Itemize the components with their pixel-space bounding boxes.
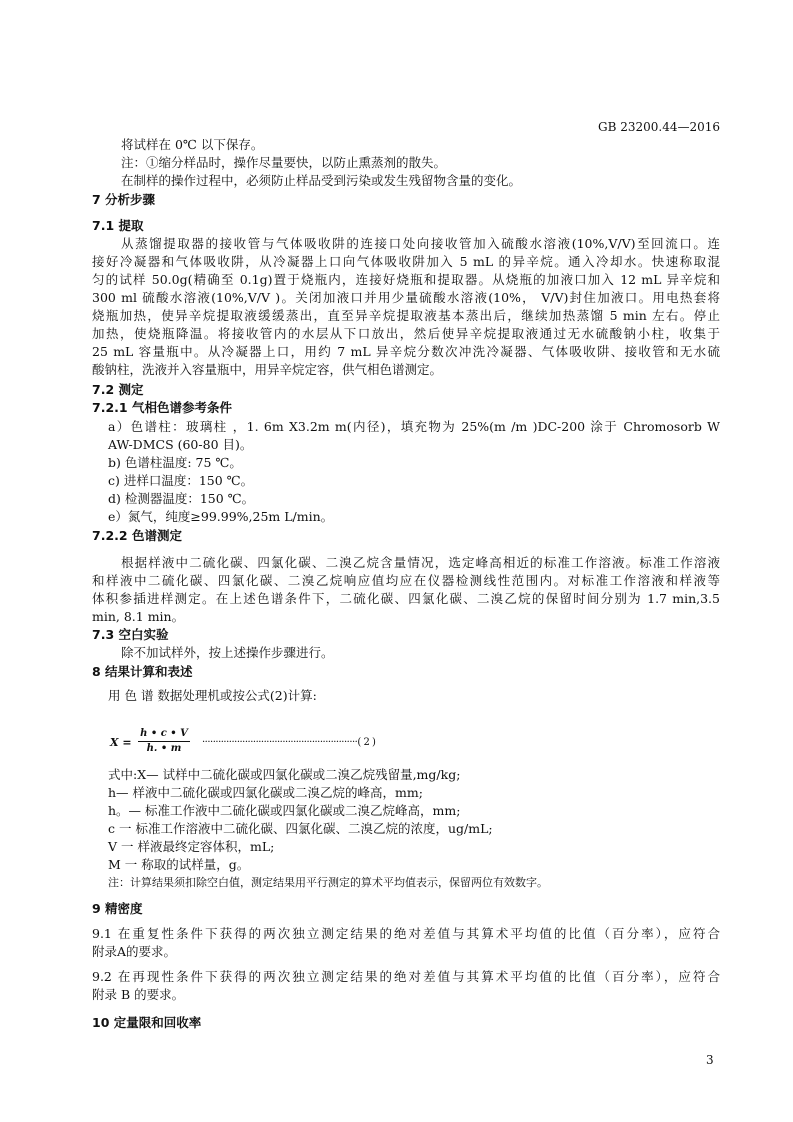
paragraph-line: 接好冷凝器和气体吸收阱，从冷凝器上口向气体吸收阱加入 5 mL 的异辛烷。通入冷却水。快速称取混 (92, 254, 720, 269)
section-heading-7: 7 分析步骤 (92, 192, 156, 207)
paragraph-line: 附录A的要求。 (92, 944, 177, 959)
paragraph-line: 除不加试样外，按上述操作步骤进行。 (121, 645, 334, 660)
intro-note: 注：①缩分样品时，操作尽量要快，以防止熏蒸剂的散失。 (121, 155, 447, 170)
condition-item: b) 色谱柱温度: 75 ℃。 (108, 455, 242, 470)
section-heading-7-3: 7.3 空白实验 (92, 627, 169, 642)
condition-item: AW-DMCS (60-80 目)。 (108, 437, 253, 452)
paragraph-line: 9.2 在再现性条件下获得的两次独立测定结果的绝对差值与其算术平均值的比值（百分率），应符合 (92, 969, 720, 984)
paragraph-line: 从蒸馏提取器的接收管与气体吸收阱的连接口处向接收管加入硫酸水溶液(10%,V/V)至回流口。连 (121, 236, 720, 251)
condition-item: c) 进样口温度：150 ℃。 (108, 473, 254, 488)
standard-number: GB 23200.44—2016 (598, 120, 721, 134)
variable-definition: c 一 标准工作溶液中二硫化碳、四氯化碳、二溴乙烷的浓度，ug/mL; (108, 821, 493, 836)
formula-fraction (138, 728, 190, 755)
condition-item: e）氮气，纯度≥99.99%,25m L/min。 (108, 509, 334, 524)
paragraph-line: 加热，使烧瓶降温。将接收管内的水层从下口放出，然后使异辛烷提取液通过无水硫酸钠小柱，收集于 (92, 326, 720, 341)
variable-definition: M 一 称取的试样量，g。 (108, 857, 250, 872)
formula-lhs: X = (110, 736, 132, 749)
variable-definition: h— 样液中二硫化碳或四氯化碳或二溴乙烷的峰高，mm; (108, 785, 423, 800)
fraction-bar (138, 741, 190, 742)
variable-definition: 式中:X— 试样中二硫化碳或四氯化碳或二溴乙烷残留量,mg/kg; (108, 767, 461, 782)
paragraph-line: 根据样液中二硫化碳、四氯化碳、二溴乙烷含量情况，选定峰高相近的标准工作溶液。标准工作溶液 (121, 555, 720, 570)
paragraph-line: min, 8.1 min。 (92, 609, 185, 624)
formula-number: ( 2 ) (357, 737, 376, 748)
condition-item: d) 检测器温度：150 ℃。 (108, 491, 255, 506)
formula-intro: 用 色 谱 数据处理机或按公式(2)计算: (108, 688, 317, 703)
intro-line: 在制样的操作过程中，必须防止样品受到污染或发生残留物含量的变化。 (121, 173, 522, 188)
section-heading-7-2: 7.2 测定 (92, 382, 144, 397)
formula-denominator: h. • m (146, 743, 182, 754)
formula-leader-dots: ··························································( 2 ) (202, 737, 376, 748)
paragraph-line: 体积参插进样测定。在上述色谱条件下，二硫化碳、四氯化碳、二溴乙烷的保留时间分别为 1.7 min,3.5 (92, 591, 720, 606)
condition-item: a）色谱柱：玻璃柱 ，1. 6m X3.2m m(内径)，填充物为 25%(m /m )DC-200 涂于 Chromosorb W (108, 419, 720, 434)
page-number: 3 (706, 1053, 714, 1067)
paragraph-line: 25 mL 容量瓶中。从冷凝器上口，用约 7 mL 异辛烷分数次冲洗冷凝器、气体吸收阱、接收管和无水硫 (92, 344, 720, 359)
intro-line: 将试样在 0℃ 以下保存。 (121, 137, 264, 152)
paragraph-line: 9.1 在重复性条件下获得的两次独立测定结果的绝对差值与其算术平均值的比值（百分率），应符合 (92, 926, 720, 941)
section-heading-8: 8 结果计算和表述 (92, 664, 193, 679)
paragraph-line: 附录 B 的要求。 (92, 987, 185, 1002)
section-heading-10: 10 定量限和回收率 (92, 1015, 202, 1030)
calculation-note: 注：计算结果须扣除空白值，测定结果用平行测定的算术平均值表示，保留两位有效数字。 (108, 876, 548, 889)
paragraph-line: 和样液中二硫化碳、四氯化碳、二溴乙烷响应值均应在仪器检测线性范围内。对标准工作溶液和样液等 (92, 573, 720, 588)
paragraph-line: 酸钠柱，洗液并入容量瓶中，用异辛烷定容，供气相色谱测定。 (92, 362, 443, 377)
section-heading-7-2-1: 7.2.1 气相色谱参考条件 (92, 400, 232, 415)
section-heading-7-2-2: 7.2.2 色谱测定 (92, 528, 182, 543)
variable-definition: V 一 样液最终定容体积，mL; (108, 839, 275, 854)
variable-definition: h。— 标准工作液中二硫化碳或四氯化碳或二溴乙烷峰高，mm; (108, 803, 461, 818)
formula-2 (110, 728, 410, 758)
paragraph-line: 匀的试样 50.0g(精确至 0.1g)置于烧瓶内，连接好烧瓶和提取器。从烧瓶的加液口加入 12 mL 异辛烷和 (92, 272, 720, 287)
paragraph-line: 300 ml 硫酸水溶液(10%,V/V )。关闭加液口并用少量硫酸水溶液(10%， V/V)封住加液口。用电热套将 (92, 290, 720, 305)
formula-numerator: h • c • V (140, 728, 188, 739)
section-heading-9: 9 精密度 (92, 901, 143, 916)
section-heading-7-1: 7.1 提取 (92, 218, 144, 233)
paragraph-line: 烧瓶加热，使异辛烷提取液缓缓蒸出，直至异辛烷提取液基本蒸出后，继续加热蒸馏 5 min 左右。停止 (92, 308, 720, 323)
